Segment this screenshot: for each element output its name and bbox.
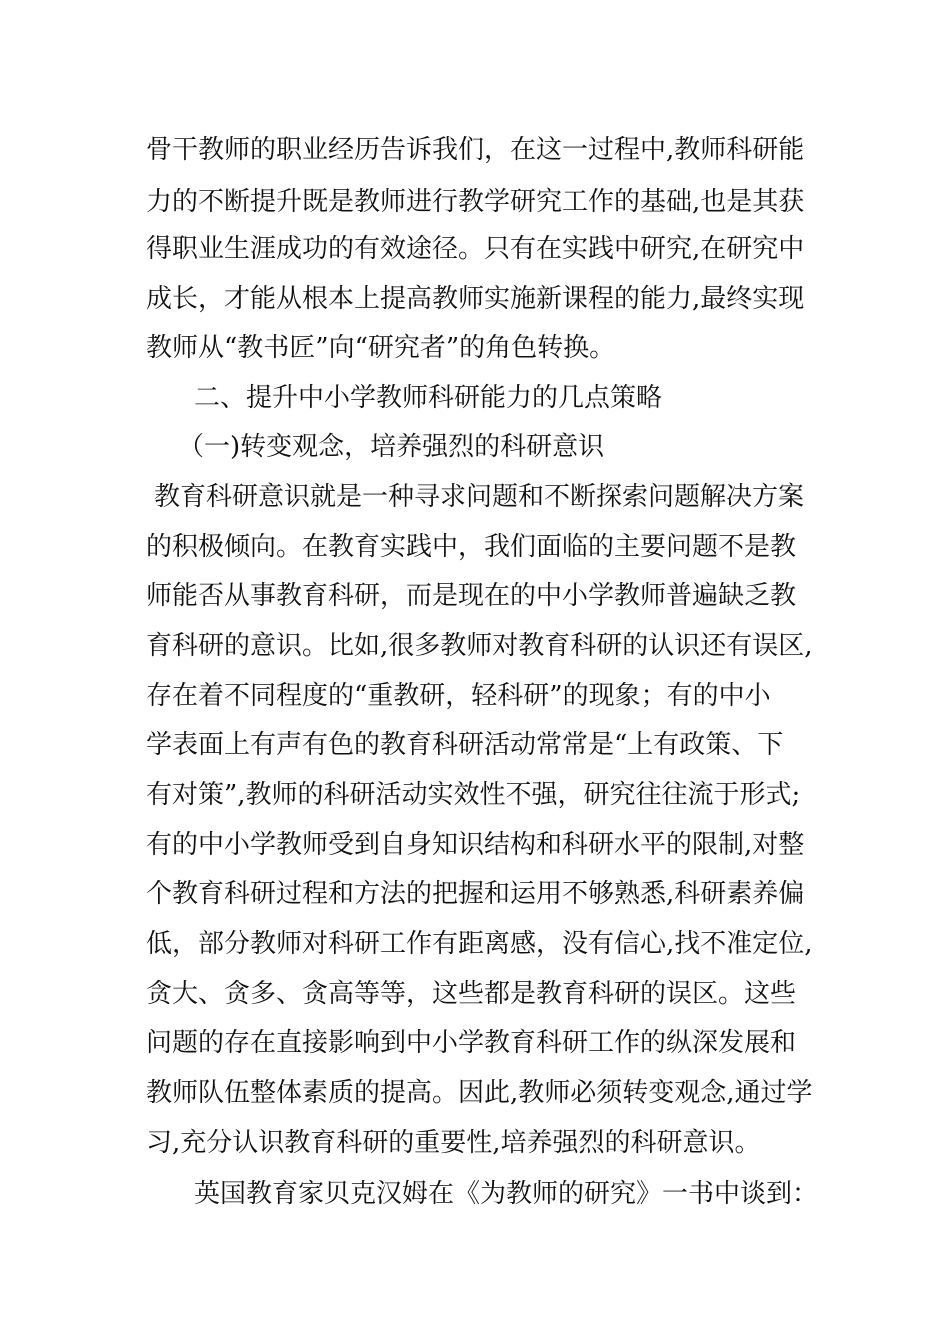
text-line: 师能否从事教育科研，而是现在的中小学教师普遍缺乏教 bbox=[146, 581, 797, 611]
text-line: 学表面上有声有色的教育科研活动常常是“上有政策、下 bbox=[146, 730, 784, 760]
section-heading: 二、提升中小学教师科研能力的几点策略 bbox=[194, 383, 663, 413]
text-line: 的积极倾向。在教育实践中，我们面临的主要问题不是教 bbox=[146, 532, 797, 562]
text-line: 存在着不同程度的“重教研，轻科研”的现象；有的中小 bbox=[146, 681, 771, 711]
text-line: 教育科研意识就是一种寻求问题和不断探索问题解决方案 bbox=[154, 482, 805, 512]
text-line: 成长，才能从根本上提高教师实施新课程的能力,最终实现 bbox=[146, 284, 805, 314]
text-line: 个教育科研过程和方法的把握和运用不够熟悉,科研素养偏 bbox=[146, 879, 805, 909]
text-line: 力的不断提升既是教师进行教学研究工作的基础,也是其获 bbox=[146, 187, 805, 217]
text-line: 贪大、贪多、贪高等等，这些都是教育科研的误区。这些 bbox=[146, 979, 797, 1009]
text-line: 有的中小学教师受到自身知识结构和科研水平的限制,对整 bbox=[146, 830, 805, 860]
text-line: 英国教育家贝克汉姆在《为教师的研究》一书中谈到： bbox=[194, 1179, 819, 1209]
text-line: 教师队伍整体素质的提高。因此,教师必须转变观念,通过学 bbox=[146, 1078, 813, 1108]
text-line: 有对策”,教师的科研活动实效性不强，研究往往流于形式; bbox=[146, 780, 801, 810]
text-line: 教师从“教书匠”向“研究者”的角色转换。 bbox=[146, 333, 616, 363]
text-line: 习,充分认识教育科研的重要性,培养强烈的科研意识。 bbox=[146, 1128, 761, 1158]
text-line: 问题的存在直接影响到中小学教育科研工作的纵深发展和 bbox=[146, 1028, 797, 1058]
text-line: 低，部分教师对科研工作有距离感，没有信心,找不准定位, bbox=[146, 929, 813, 959]
text-line: 得职业生涯成功的有效途径。只有在实践中研究,在研究中 bbox=[146, 234, 805, 264]
subsection-heading: （一)转变观念，培养强烈的科研意识 bbox=[178, 432, 605, 462]
text-line: 骨干教师的职业经历告诉我们，在这一过程中,教师科研能 bbox=[146, 135, 805, 165]
text-line: 育科研的意识。比如,很多教师对教育科研的认识还有误区, bbox=[146, 631, 813, 661]
